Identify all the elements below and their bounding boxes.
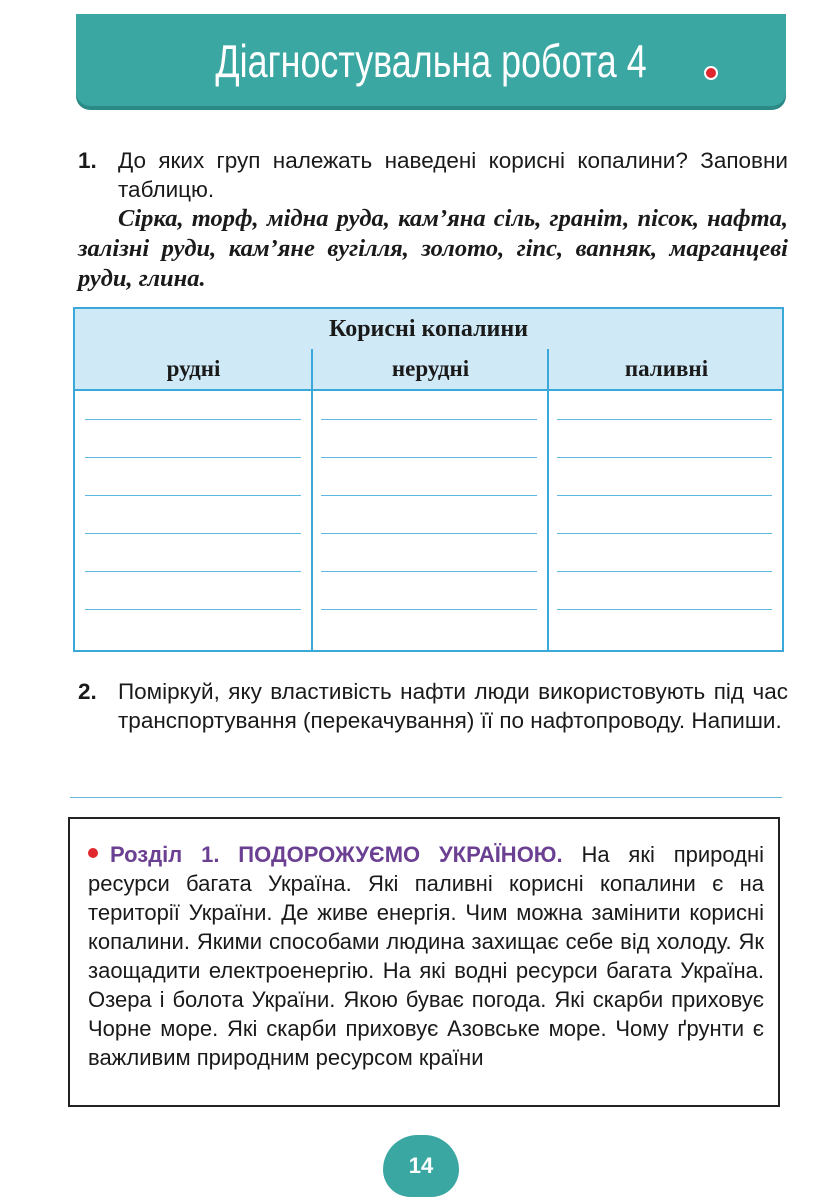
page-title: Діагностувальна робота 4 [215, 35, 647, 87]
write-line [321, 419, 537, 420]
write-line [85, 457, 301, 458]
write-line [557, 495, 772, 496]
task-1-text: До яких груп належать наведені корисні копалини? Заповни таблицю. [118, 148, 788, 202]
info-box [68, 817, 780, 1107]
write-line [85, 609, 301, 610]
write-line [557, 457, 772, 458]
column-header-ore: рудні [166, 356, 221, 381]
write-line [557, 533, 772, 534]
write-line [85, 533, 301, 534]
column-header-nonore: нерудні [391, 356, 470, 381]
task-2-number: 2. [78, 679, 97, 704]
write-line [321, 533, 537, 534]
task-1 [78, 146, 788, 204]
table-column-headers [75, 349, 782, 391]
title-banner [76, 14, 786, 106]
table-title: Корисні копалини [75, 309, 782, 351]
minerals-list: Сірка, торф, мідна руда, кам’яна сіль, граніт, пісок, нафта, залізні руди, кам’яне вугілля, золото, гіпс, вапняк, марганцеві руди, глина. [78, 205, 788, 292]
write-line [85, 419, 301, 420]
task-2-text: Поміркуй, яку властивість нафти люди використовують під час транспортування (перекачування) її по нафтопроводу. Напиши. [118, 679, 788, 733]
write-line [557, 419, 772, 420]
answer-line [70, 797, 782, 798]
write-line [85, 495, 301, 496]
write-line [321, 571, 537, 572]
minerals-table [73, 307, 784, 652]
column-divider [547, 349, 549, 650]
info-box-text [88, 840, 764, 1072]
task-1-number: 1. [78, 148, 97, 173]
write-line [557, 571, 772, 572]
write-line [321, 495, 537, 496]
column-divider [311, 349, 313, 650]
section-heading: Розділ 1. ПОДОРОЖУЄМО УКРАЇНОЮ. [110, 842, 563, 867]
section-topics: На які природні ресурси багата Україна. Які паливні корисні копалини є на території України. Де живе енергія. Чим можна замінити корисні копалини. Якими способами людина захищає себе від холоду. Як заощадити електроенергію. На які водні ресурси багата Україна. Озера і болота України. Якою буває погода. Які скарби приховує Чорне море. Які скарби приховує Азовське море. Чому ґрунти є важливим природним ресурсом країни [88, 842, 765, 1070]
red-dot-icon [704, 66, 718, 80]
column-header-fuel: паливні [624, 356, 709, 381]
write-line [321, 457, 537, 458]
write-line [85, 571, 301, 572]
write-line [557, 609, 772, 610]
page-number: 14 [383, 1135, 459, 1197]
task-2 [78, 677, 788, 735]
write-line [321, 609, 537, 610]
bullet-icon [88, 848, 98, 858]
